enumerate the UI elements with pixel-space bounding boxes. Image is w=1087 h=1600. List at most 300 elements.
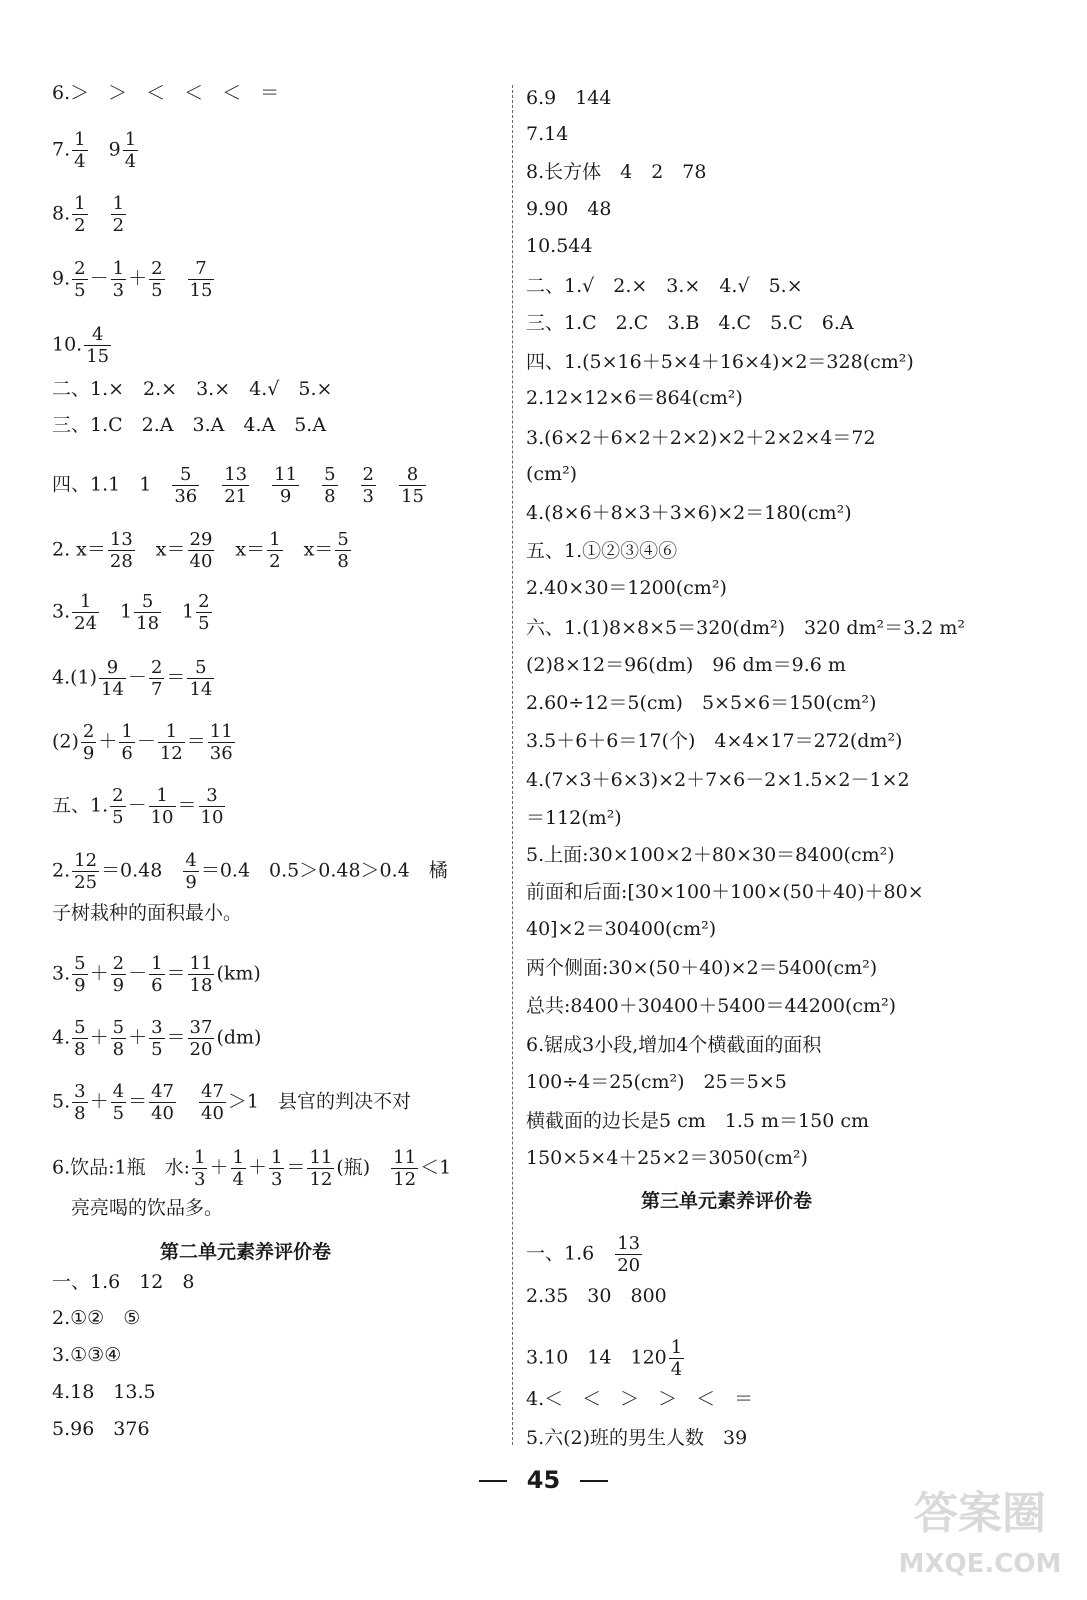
fraction [84, 324, 111, 367]
unit3-answer-4 [526, 1387, 753, 1411]
answer-text: 2.35 30 800 [526, 1285, 667, 1307]
answer-text: 6.＞ ＞ ＜ ＜ ＜ ＝ [52, 82, 280, 104]
denominator: 9 [185, 872, 197, 893]
answer-text: 前面和后面:[30×100＋100×(50＋40)＋80× [526, 881, 924, 903]
right-answer-6 [526, 274, 803, 298]
answer-text: 3.10 14 120 [526, 1346, 667, 1369]
numerator: 1 [158, 721, 185, 743]
answer-text: 6.锯成3小段,增加4个横截面的面积 [526, 1034, 822, 1056]
numerator: 3 [199, 785, 226, 807]
watermark-logo [895, 1476, 1065, 1586]
fraction [111, 1017, 126, 1060]
answer-text: 3. [52, 962, 71, 985]
numerator: 3 [74, 1081, 86, 1102]
answer-text: 4.＜ ＜ ＞ ＞ ＜ ＝ [526, 1388, 754, 1410]
right-answer-24 [526, 956, 877, 980]
right-answer-21 [526, 843, 895, 867]
answer-text: 6.饮品:1瓶 水: [52, 1156, 191, 1179]
denominator: 5 [198, 613, 210, 634]
fraction [335, 529, 350, 572]
answer-text [167, 268, 186, 290]
denominator: 18 [136, 613, 160, 634]
answer-text: ＋ [128, 1026, 148, 1049]
numerator: 4 [112, 1081, 125, 1102]
left-answer-11 [52, 657, 216, 700]
denominator: 5 [151, 280, 163, 301]
fraction [188, 258, 215, 301]
right-answer-17 [526, 691, 876, 715]
fraction [188, 1017, 215, 1060]
watermark-line2: MXQE.COM [898, 1549, 1062, 1579]
right-answer-25 [526, 994, 896, 1018]
denominator: 5 [112, 807, 124, 828]
right-answer-3 [526, 160, 706, 184]
answer-text: 5. [52, 1090, 71, 1113]
answer-text: x＝ [216, 538, 266, 561]
fraction [123, 129, 138, 172]
answer-text: 2.40×30＝1200(cm²) [526, 577, 727, 599]
denominator: 21 [224, 486, 248, 507]
right-answer-7 [526, 311, 854, 335]
answer-text: 2.12×12×6＝864(cm²) [526, 387, 743, 409]
answer-text: 4.(7×3＋6×3)×2＋7×6－2×1.5×2－1×2 [526, 769, 910, 791]
answer-text: ＋ [89, 1090, 109, 1113]
left-answer-1 [52, 81, 279, 105]
fraction [111, 193, 126, 236]
right-answer-8 [526, 350, 914, 374]
answer-text: － [89, 267, 109, 290]
answer-text: 五、1. [52, 794, 109, 817]
numerator: 5 [112, 1017, 125, 1038]
fraction [72, 591, 99, 634]
answer-text: ＝ [186, 730, 206, 753]
right-answer-5 [526, 234, 592, 258]
left-answer-14 [52, 850, 448, 893]
denominator: 6 [151, 975, 163, 996]
denominator: 9 [74, 975, 86, 996]
numerator: 8 [399, 464, 426, 486]
answer-text: 两个侧面:30×(50＋40)×2＝5400(cm²) [526, 957, 878, 979]
answer-text [378, 474, 397, 496]
answer-text: 3.5＋6＋6＝17(个) 4×4×17＝272(dm²) [526, 730, 903, 752]
answer-text: ＋ [89, 1026, 109, 1049]
unit2-answer-3 [52, 1343, 121, 1367]
fraction [615, 1233, 642, 1276]
denominator: 8 [74, 1103, 86, 1124]
answer-text: ＋ [209, 1156, 229, 1179]
left-answer-15 [52, 901, 242, 925]
answer-text: 四、1.1 1 [52, 473, 171, 496]
right-answer-9 [526, 386, 743, 410]
answer-text: － [127, 794, 147, 817]
right-answer-4 [526, 197, 611, 221]
answer-text [201, 474, 220, 496]
denominator: 6 [121, 743, 133, 764]
denominator: 9 [82, 743, 95, 764]
fraction [158, 721, 185, 764]
numerator: 5 [74, 1017, 86, 1038]
left-answer-6 [52, 377, 332, 401]
fraction [72, 258, 87, 301]
denominator: 25 [74, 872, 98, 893]
answer-text: 10.544 [526, 235, 593, 257]
right-answer-23 [526, 917, 716, 941]
page-number-text: 45 [526, 1466, 561, 1494]
fraction [99, 657, 126, 700]
column-divider [512, 85, 513, 1445]
fraction [72, 850, 99, 893]
fraction [188, 529, 215, 572]
numerator: 1 [194, 1147, 206, 1168]
numerator: 29 [189, 529, 213, 550]
answer-text: 6.9 144 [526, 87, 612, 109]
fraction [272, 464, 299, 507]
numerator: 4 [84, 324, 111, 346]
answer-text: 二、1.× 2.× 3.× 4.√ 5.× [52, 378, 333, 400]
numerator: 2 [82, 721, 95, 742]
numerator: 5 [337, 529, 349, 550]
fraction [267, 529, 282, 572]
fraction [391, 1147, 418, 1190]
fraction [149, 258, 164, 301]
right-answer-26 [526, 1033, 821, 1057]
fraction [110, 785, 125, 828]
numerator: 37 [189, 1017, 213, 1038]
answer-text: ＝ [166, 666, 186, 689]
numerator: 5 [324, 464, 336, 485]
denominator: 4 [670, 1359, 683, 1380]
fraction [72, 193, 87, 236]
answer-text: ＋ [98, 730, 118, 753]
denominator: 20 [189, 1039, 213, 1060]
numerator: 11 [189, 953, 213, 974]
numerator: 4 [185, 850, 197, 871]
fraction [72, 953, 87, 996]
denominator: 8 [324, 486, 336, 507]
numerator: 1 [269, 529, 281, 550]
denominator: 12 [393, 1169, 417, 1190]
fraction [149, 785, 176, 828]
answer-text [90, 203, 109, 225]
left-answer-13 [52, 785, 227, 828]
answer-text: 六、1.(1)8×8×5＝320(dm²) 320 dm²＝3.2 m² [526, 617, 966, 639]
right-answer-13 [526, 539, 677, 563]
fraction [134, 591, 161, 634]
denominator: 14 [101, 679, 124, 700]
fraction [81, 721, 96, 764]
watermark-line1: 答案圈 [914, 1488, 1046, 1539]
numerator: 1 [74, 193, 86, 214]
numerator: 2 [150, 657, 163, 678]
answer-text [178, 1091, 197, 1113]
denominator: 2 [112, 215, 125, 236]
numerator: 12 [74, 850, 98, 871]
answer-text: 3. [52, 600, 71, 623]
numerator: 13 [224, 464, 248, 485]
answer-text: 横截面的边长是5 cm 1.5 m＝150 cm [526, 1110, 870, 1132]
answer-text: 2.①② ⑤ [52, 1307, 141, 1329]
denominator: 40 [201, 1103, 224, 1124]
fraction [192, 1147, 207, 1190]
numerator: 5 [187, 657, 214, 679]
answer-text: (2)8×12＝96(dm) 96 dm＝9.6 m [526, 654, 846, 676]
fraction [307, 1147, 334, 1190]
right-answer-1 [526, 86, 611, 110]
fraction [188, 953, 215, 996]
denominator: 9 [279, 486, 292, 507]
answer-text: ＝112(m²) [526, 807, 622, 829]
left-answer-3 [52, 193, 128, 236]
answer-text: 7.14 [526, 123, 569, 145]
numerator: 13 [109, 529, 133, 550]
numerator: 2 [74, 258, 86, 279]
answer-text: x＝ [284, 538, 334, 561]
answer-text: ＋ [247, 1156, 267, 1179]
denominator: 15 [86, 346, 110, 367]
fraction [269, 1147, 284, 1190]
denominator: 2 [269, 551, 281, 572]
answer-text: 4.(1) [52, 666, 98, 689]
denominator: 5 [151, 1039, 163, 1060]
answer-text: x＝ [136, 538, 186, 561]
answer-text: 100÷4＝25(cm²) 25＝5×5 [526, 1071, 787, 1093]
unit2-answer-5 [52, 1417, 150, 1441]
numerator: 11 [309, 1147, 333, 1168]
denominator: 12 [309, 1169, 333, 1190]
answer-text: 三、1.C 2.C 3.B 4.C 5.C 6.A [526, 312, 854, 334]
denominator: 4 [74, 151, 86, 172]
numerator: 2 [198, 591, 210, 612]
fraction [111, 1081, 126, 1124]
answer-text: ＋ [89, 962, 109, 985]
answer-text: (瓶) [336, 1156, 390, 1179]
answer-text: 1 [101, 600, 133, 623]
fraction [222, 464, 249, 507]
left-answer-9 [52, 529, 353, 572]
answer-text: 总共:8400＋30400＋5400＝44200(cm²) [526, 995, 897, 1017]
numerator: 7 [188, 258, 215, 280]
answer-text: － [136, 730, 156, 753]
denominator: 4 [124, 151, 137, 172]
answer-text: 9.90 48 [526, 198, 612, 220]
right-answer-22 [526, 880, 924, 904]
left-answer-18 [52, 1081, 411, 1124]
numerator: 1 [149, 785, 176, 807]
fraction [199, 785, 226, 828]
denominator: 3 [194, 1169, 206, 1190]
answer-text: 10. [52, 333, 83, 356]
right-answer-15 [526, 616, 965, 640]
left-answer-7 [52, 413, 326, 437]
fraction [361, 464, 376, 507]
fraction [72, 1017, 87, 1060]
numerator: 47 [201, 1081, 224, 1102]
right-answer-11 [526, 462, 577, 486]
section-title-unit-2: 第二单元素养评价卷 [160, 1241, 332, 1263]
numerator: 11 [393, 1147, 417, 1168]
right-answer-12 [526, 501, 852, 525]
numerator: 13 [617, 1233, 641, 1254]
answer-text: － [128, 962, 148, 985]
fraction [149, 953, 164, 996]
answer-text: 子树栽种的面积最小。 [52, 902, 243, 924]
numerator: 1 [112, 258, 125, 279]
answer-text: － [127, 666, 147, 689]
numerator: 1 [74, 129, 86, 150]
answer-text: 五、1.①②③④⑥ [526, 540, 678, 562]
answer-text: 一、1.6 [526, 1242, 614, 1265]
answer-text: ＝0.4̇ 0.5＞0.48＞0.4̇ 橘 [200, 859, 448, 882]
answer-text: ＋ [128, 267, 148, 290]
right-answer-10 [526, 426, 876, 450]
left-answer-12 [52, 721, 237, 764]
answer-text: 四、1.(5×16＋5×4＋16×4)×2＝328(cm²) [526, 351, 914, 373]
denominator: 24 [74, 613, 98, 634]
denominator: 14 [189, 679, 213, 700]
answer-text: ＝ [166, 962, 186, 985]
fraction [208, 721, 235, 764]
unit2-answer-4 [52, 1380, 156, 1404]
unit3-answer-3 [526, 1337, 686, 1380]
fraction [669, 1337, 684, 1380]
denominator: 8 [74, 1039, 86, 1060]
left-answer-8 [52, 464, 428, 507]
answer-text: 三、1.C 2.A 3.A 4.A 5.A [52, 414, 327, 436]
answer-text: 40]×2＝30400(cm²) [526, 918, 717, 940]
denominator: 5 [112, 1103, 125, 1124]
right-answer-16 [526, 653, 846, 677]
left-answer-16 [52, 953, 261, 996]
denominator: 7 [150, 679, 163, 700]
denominator: 10 [150, 807, 174, 828]
numerator: 3 [151, 1017, 163, 1038]
fraction [149, 657, 164, 700]
left-answer-5 [52, 324, 113, 367]
numerator: 1 [670, 1337, 683, 1358]
denominator: 3 [112, 280, 125, 301]
denominator: 20 [617, 1255, 641, 1276]
fraction [183, 850, 198, 893]
denominator: 8 [112, 1039, 125, 1060]
answer-text: ＝0.48 [101, 859, 182, 882]
answer-text [251, 474, 270, 496]
left-answer-10 [52, 591, 214, 634]
fraction [72, 129, 87, 172]
answer-text: 一、1.6 12 8 [52, 1271, 195, 1293]
denominator: 15 [189, 280, 213, 301]
fraction [172, 464, 199, 507]
answer-text [340, 474, 359, 496]
answer-text: 9. [52, 267, 71, 290]
answer-text: (2) [52, 730, 79, 753]
answer-text: 4. [52, 1026, 71, 1049]
numerator: 5 [134, 591, 161, 613]
right-answer-27 [526, 1070, 787, 1094]
fraction [196, 591, 211, 634]
fraction [119, 721, 134, 764]
answer-text: ＝ [166, 1026, 186, 1049]
denominator: 40 [151, 1103, 174, 1124]
answer-text: 8. [52, 202, 71, 225]
denominator: 28 [109, 551, 133, 572]
numerator: 2 [151, 258, 163, 279]
answer-text: (km) [216, 962, 261, 985]
answer-text: 5.96 376 [52, 1418, 150, 1440]
right-answer-14 [526, 576, 727, 600]
unit3-answer-1 [526, 1233, 644, 1276]
denominator: 3 [270, 1169, 283, 1190]
numerator: 2 [362, 464, 374, 485]
fraction [111, 258, 126, 301]
denominator: 40 [189, 551, 213, 572]
left-answer-20 [52, 1196, 223, 1220]
denominator: 3 [362, 486, 374, 507]
denominator: 4 [232, 1169, 244, 1190]
numerator: 9 [99, 657, 126, 679]
left-answer-17 [52, 1017, 261, 1060]
left-answer-2 [52, 129, 140, 172]
answer-text [301, 474, 320, 496]
denominator: 5 [74, 280, 86, 301]
right-answer-19 [526, 768, 910, 792]
numerator: 11 [209, 721, 233, 742]
numerator: 1 [112, 193, 125, 214]
fraction [199, 1081, 226, 1124]
numerator: 5 [74, 953, 86, 974]
answer-text: 5.上面:30×100×2＋80×30＝8400(cm²) [526, 844, 895, 866]
unit2-answer-1 [52, 1270, 194, 1294]
fraction [111, 953, 126, 996]
numerator: 47 [151, 1081, 174, 1102]
answer-text: 7. [52, 138, 71, 161]
numerator: 1 [151, 953, 163, 974]
left-answer-19 [52, 1147, 451, 1190]
answer-text: 9 [89, 138, 121, 161]
answer-text: 2. [52, 859, 71, 882]
denominator: 15 [401, 486, 424, 507]
denominator: 9 [112, 975, 125, 996]
answer-text: 亮亮喝的饮品多。 [52, 1197, 224, 1219]
fraction [149, 1017, 164, 1060]
right-answer-2 [526, 122, 568, 146]
answer-text: ＝ [128, 1090, 148, 1113]
right-answer-20 [526, 806, 622, 830]
fraction [399, 464, 426, 507]
unit3-answer-2 [526, 1284, 667, 1308]
answer-text: ＝ [177, 794, 197, 817]
numerator: 5 [172, 464, 199, 486]
answer-text: (dm) [216, 1026, 262, 1049]
right-answer-28 [526, 1109, 869, 1133]
fraction [72, 1081, 87, 1124]
unit2-answer-2 [52, 1306, 140, 1330]
numerator: 2 [112, 953, 125, 974]
numerator: 1 [121, 721, 133, 742]
answer-text: 2.60÷12＝5(cm) 5×5×6＝150(cm²) [526, 692, 877, 714]
section-title-unit-3: 第三单元素养评价卷 [641, 1190, 813, 1212]
answer-text: 二、1.√ 2.× 3.× 4.√ 5.× [526, 275, 803, 297]
right-answer-29 [526, 1146, 808, 1170]
fraction [231, 1147, 246, 1190]
right-answer-18 [526, 729, 902, 753]
fraction [108, 529, 135, 572]
denominator: 10 [200, 807, 224, 828]
answer-text: 2. x＝ [52, 538, 106, 561]
numerator: 2 [112, 785, 124, 806]
unit3-answer-5 [526, 1426, 747, 1450]
denominator: 8 [337, 551, 349, 572]
denominator: 2 [74, 215, 86, 236]
